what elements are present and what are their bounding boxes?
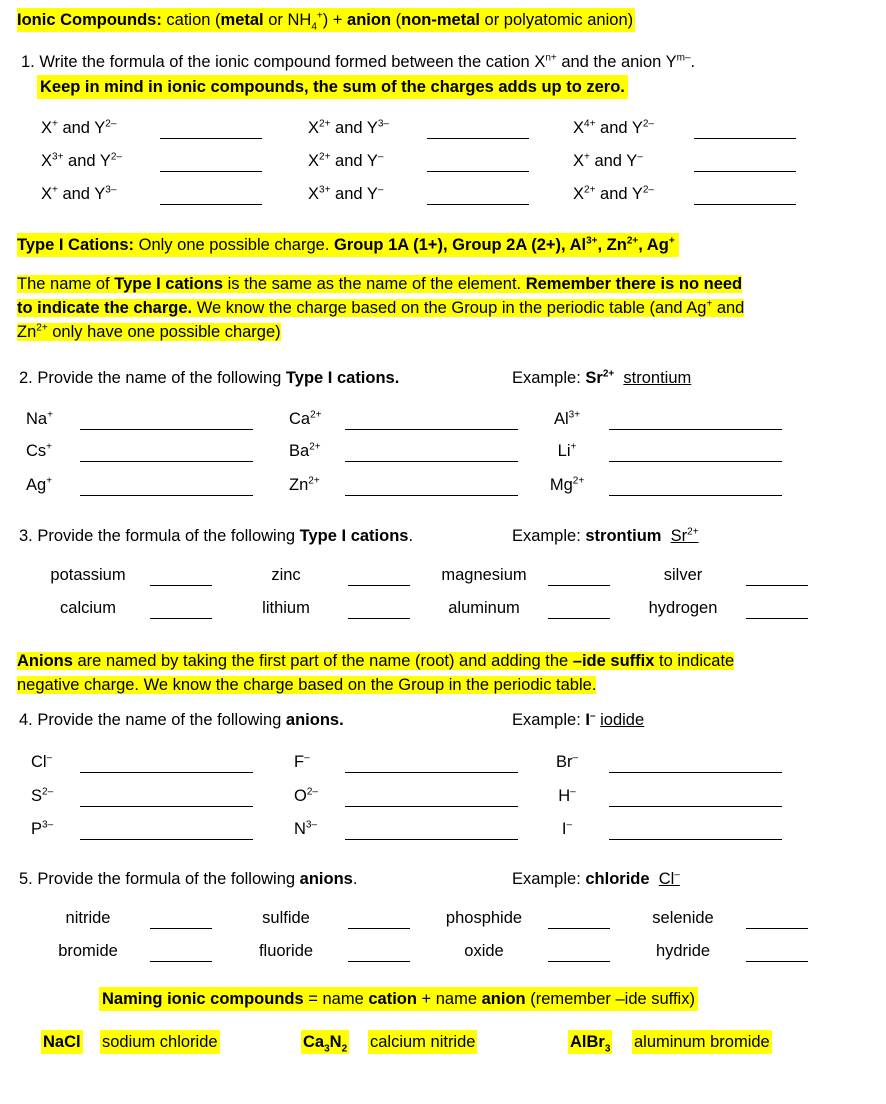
anion-charge: – — [377, 151, 384, 163]
ion-symbol: Na — [26, 410, 48, 428]
title-sup: + — [316, 10, 323, 22]
type1-sup: 3+ — [586, 235, 598, 247]
ion-charge: 2– — [42, 786, 54, 798]
type1-text: Only one possible charge. — [134, 236, 334, 254]
ion-charge: + — [46, 475, 53, 487]
para-sup: 2+ — [36, 322, 48, 334]
answer-blank[interactable] — [160, 204, 262, 205]
q4-ion — [31, 753, 52, 772]
example-ion: Cl — [658, 870, 675, 888]
type1-para-line — [17, 299, 744, 317]
answer-blank[interactable] — [345, 806, 518, 807]
ion-charge: 3– — [305, 819, 318, 831]
title-metal: metal — [220, 11, 264, 29]
q5-name: nitride — [65, 909, 111, 927]
answer-blank[interactable] — [694, 171, 796, 172]
ion-symbol: Ca — [289, 410, 311, 428]
cation-symbol: X — [308, 152, 320, 170]
q2-prompt-text: 2. Provide the name of the following — [19, 369, 286, 387]
example-name: strontium — [585, 527, 662, 545]
cation-symbol: X — [573, 185, 585, 203]
q4-prompt-bold: anions. — [285, 711, 344, 729]
answer-blank[interactable] — [348, 928, 410, 929]
ion-symbol: P — [31, 820, 43, 838]
q1-note: Keep in mind in ionic compounds, the sum of the charges adds up to zero. — [37, 75, 628, 99]
anion-charge: – — [377, 184, 384, 196]
example-answer: iodide — [600, 711, 645, 729]
type1-groups: Group 1A (1+), Group 2A (2+), Al — [334, 236, 587, 254]
q4-prompt — [19, 711, 344, 730]
example-label: Example: — [512, 527, 586, 545]
q5-name: selenide — [652, 909, 714, 927]
type1-ag: , Ag — [638, 236, 669, 254]
q2-ion — [26, 442, 52, 461]
and-word: and — [600, 185, 628, 203]
title-text: ( — [391, 11, 402, 29]
q1-item — [573, 152, 643, 171]
cation-charge: + — [52, 118, 58, 130]
q5-name: fluoride — [258, 942, 314, 960]
cation-symbol: X — [308, 119, 320, 137]
title-label: Ionic Compounds: — [17, 11, 162, 29]
ion-charge: 3– — [42, 819, 54, 831]
answer-blank[interactable] — [609, 429, 782, 430]
example-answer — [671, 527, 699, 545]
ion-charge: + — [47, 409, 53, 421]
q2-ion — [554, 410, 580, 429]
ion-symbol: Zn — [289, 476, 309, 494]
q5-prompt-text: 5. Provide the formula of the following — [19, 870, 300, 888]
ion-symbol: H — [558, 787, 571, 805]
ion-charge: 2– — [306, 786, 318, 798]
anion-symbol: Y — [631, 119, 643, 137]
ion-symbol: S — [31, 787, 43, 805]
naming-bold: Naming ionic compounds — [102, 990, 304, 1008]
q1-item — [308, 185, 383, 204]
q1-item — [308, 152, 383, 171]
para-text: We know the charge based on the Group in the periodic table (and Ag — [192, 299, 707, 317]
naming-bold: cation — [368, 990, 417, 1008]
ion-symbol: I — [561, 820, 567, 838]
ion-charge: – — [572, 752, 579, 764]
title-text: cation ( — [161, 11, 221, 29]
ion-charge: – — [570, 786, 576, 798]
ion-symbol: O — [294, 787, 307, 805]
cation-charge: + — [584, 151, 590, 163]
answer-blank[interactable] — [548, 961, 610, 962]
q2-ion — [289, 410, 322, 429]
ion-charge: – — [304, 752, 310, 764]
ion-symbol: Al — [553, 410, 569, 428]
answer-blank[interactable] — [348, 585, 410, 586]
q1-item — [41, 185, 116, 204]
answer-blank[interactable] — [150, 585, 212, 586]
q2-ion — [26, 410, 53, 429]
anions-line — [17, 652, 734, 670]
answer-blank[interactable] — [694, 138, 796, 139]
anion-charge: 2– — [105, 118, 117, 130]
example-name: chloride — [585, 870, 650, 888]
q3-prompt — [19, 527, 413, 546]
example-formula — [41, 1030, 83, 1054]
ion-charge: 2+ — [572, 475, 585, 487]
naming-bold: anion — [481, 990, 526, 1008]
answer-blank[interactable] — [80, 806, 253, 807]
ion-symbol: Cs — [26, 442, 47, 460]
answer-blank[interactable] — [548, 928, 610, 929]
ion-symbol: Li — [557, 442, 571, 460]
anion-symbol: Y — [366, 152, 378, 170]
title-text: or polyatomic anion) — [479, 11, 634, 29]
answer-blank[interactable] — [80, 772, 253, 773]
ion-charge: 2+ — [310, 409, 322, 421]
anions-text: are named by taking the first part of the name (root) and adding the — [72, 652, 573, 670]
answer-blank[interactable] — [80, 839, 253, 840]
anion-symbol: Y — [626, 152, 638, 170]
type1-para-line — [17, 275, 742, 293]
cation-symbol: X — [41, 185, 53, 203]
q1-item — [573, 185, 654, 204]
answer-blank[interactable] — [80, 495, 253, 496]
cation-charge: + — [52, 184, 58, 196]
ion-charge: + — [46, 441, 53, 453]
ion-charge: 2+ — [308, 475, 320, 487]
q4-ion — [294, 820, 317, 839]
anion-charge: 2– — [642, 184, 654, 196]
q1-sup: n+ — [545, 52, 557, 64]
example-compound-name: calcium nitride — [368, 1030, 477, 1054]
ion-symbol: Ag — [26, 476, 47, 494]
q3-prompt-text: . — [408, 527, 414, 545]
q4-prompt-text: 4. Provide the name of the following — [19, 711, 286, 729]
cation-symbol: X — [573, 152, 585, 170]
answer-blank[interactable] — [609, 772, 782, 773]
para-text: is the same as the name of the element. — [223, 275, 526, 293]
cation-charge: 3+ — [52, 151, 64, 163]
formula-part: NaCl — [43, 1033, 81, 1051]
q4-ion — [31, 787, 53, 806]
anion-symbol: Y — [99, 152, 111, 170]
answer-blank[interactable] — [150, 928, 212, 929]
answer-blank[interactable] — [345, 839, 518, 840]
answer-blank[interactable] — [150, 618, 212, 619]
page-title — [17, 8, 635, 32]
q1-prompt-text: . — [690, 53, 696, 71]
cation-symbol: X — [308, 185, 320, 203]
answer-blank[interactable] — [80, 429, 253, 430]
ion-charge: 2+ — [309, 441, 321, 453]
para-text: The name of — [17, 275, 115, 293]
ion-symbol: Br — [555, 753, 573, 771]
title-nonmetal: non-metal — [401, 11, 480, 29]
anion-charge: 3– — [105, 184, 117, 196]
example-label: Example: — [512, 870, 586, 888]
answer-blank[interactable] — [427, 204, 529, 205]
q3-prompt-bold: Type I cations — [299, 527, 409, 545]
cation-charge: 2+ — [584, 184, 596, 196]
q3-name: aluminum — [448, 599, 520, 617]
naming-text: = name — [303, 990, 369, 1008]
answer-blank[interactable] — [746, 618, 808, 619]
example-sup: – — [674, 869, 680, 881]
example-answer — [659, 870, 680, 888]
answer-blank[interactable] — [548, 585, 610, 586]
answer-blank[interactable] — [609, 806, 782, 807]
and-word: and — [335, 152, 363, 170]
para-text: only have one possible charge) — [47, 323, 281, 341]
q1-item — [41, 152, 122, 171]
ion-symbol: N — [294, 820, 306, 838]
q1-prompt-text: and the anion Y — [556, 53, 677, 71]
title-sub: 4 — [311, 21, 317, 33]
q3-name: lithium — [262, 599, 310, 617]
anion-charge: 2– — [642, 118, 654, 130]
q5-name: oxide — [464, 942, 504, 960]
type1-paragraph — [17, 272, 847, 344]
q5-example — [512, 870, 680, 889]
and-word: and — [600, 119, 628, 137]
para-text: and — [712, 299, 745, 317]
anions-paragraph — [17, 649, 847, 697]
answer-blank[interactable] — [150, 961, 212, 962]
title-text: or NH — [263, 11, 312, 29]
type1-para-line — [17, 323, 281, 341]
answer-blank[interactable] — [609, 495, 782, 496]
answer-blank[interactable] — [746, 961, 808, 962]
naming-rule — [99, 987, 698, 1011]
q4-ion — [31, 820, 53, 839]
example-label: Example: — [512, 711, 586, 729]
cation-symbol: X — [573, 119, 585, 137]
answer-blank[interactable] — [746, 928, 808, 929]
formula-sub: 2 — [341, 1043, 348, 1055]
q5-name: bromide — [58, 942, 118, 960]
q4-example — [512, 711, 644, 730]
answer-blank[interactable] — [427, 138, 529, 139]
answer-blank[interactable] — [348, 961, 410, 962]
q2-ion — [289, 442, 321, 461]
para-text: Zn — [17, 323, 37, 341]
and-word: and — [68, 152, 96, 170]
answer-blank[interactable] — [548, 618, 610, 619]
ion-symbol: Cl — [31, 753, 47, 771]
q5-name: phosphide — [445, 909, 523, 927]
para-bold: Type I cations — [114, 275, 224, 293]
answer-blank[interactable] — [427, 171, 529, 172]
example-formula — [301, 1030, 349, 1054]
answer-blank[interactable] — [345, 461, 518, 462]
anions-bold: Anions — [17, 652, 73, 670]
example-answer: strontium — [623, 369, 692, 387]
example-formula — [568, 1030, 612, 1054]
para-sup: + — [706, 298, 713, 310]
formula-sub: 3 — [324, 1043, 330, 1055]
answer-blank[interactable] — [345, 495, 518, 496]
ion-symbol: Ba — [289, 442, 310, 460]
formula-sub: 3 — [604, 1043, 611, 1055]
anion-charge: 3– — [377, 118, 389, 130]
q2-ion — [289, 476, 320, 495]
q3-name: hydrogen — [648, 599, 718, 617]
ion-symbol: F — [294, 753, 305, 771]
q3-example — [512, 527, 699, 546]
q3-name: potassium — [50, 566, 126, 584]
cation-charge: 4+ — [584, 118, 596, 130]
type1-sup: + — [668, 235, 675, 247]
q4-ion — [562, 820, 572, 839]
example-compound-name: aluminum bromide — [632, 1030, 772, 1054]
example-sup: 2+ — [687, 526, 699, 538]
naming-text: + name — [416, 990, 482, 1008]
q4-ion — [294, 753, 310, 772]
q2-ion — [26, 476, 52, 495]
type1-heading — [17, 233, 679, 257]
q2-prompt-bold: Type I cations. — [285, 369, 400, 387]
ion-charge: – — [46, 752, 53, 764]
q5-prompt-text: . — [352, 870, 358, 888]
answer-blank[interactable] — [345, 772, 518, 773]
answer-blank[interactable] — [694, 204, 796, 205]
anion-charge: – — [637, 151, 643, 163]
anion-symbol: Y — [94, 119, 106, 137]
answer-blank[interactable] — [746, 585, 808, 586]
title-anion: anion — [347, 11, 392, 29]
cation-symbol: X — [41, 119, 53, 137]
q2-ion — [558, 442, 577, 461]
title-text: ) + — [322, 11, 348, 29]
anion-symbol: Y — [631, 185, 643, 203]
answer-blank[interactable] — [80, 461, 253, 462]
answer-blank[interactable] — [348, 618, 410, 619]
answer-blank[interactable] — [609, 461, 782, 462]
anions-bold: –ide suffix — [572, 652, 655, 670]
q2-prompt — [19, 369, 399, 388]
anions-text: to indicate — [654, 652, 735, 670]
answer-blank[interactable] — [345, 429, 518, 430]
anion-symbol: Y — [366, 119, 378, 137]
formula-part: AlBr — [570, 1033, 605, 1051]
q3-name: silver — [663, 566, 703, 584]
q1-prompt — [21, 53, 695, 72]
example-ion: I — [585, 711, 590, 729]
para-bold: to indicate the charge. — [17, 299, 193, 317]
anion-charge: 2– — [110, 151, 122, 163]
q4-ion — [294, 787, 318, 806]
example-compound-name: sodium chloride — [100, 1030, 220, 1054]
ion-charge: + — [570, 441, 577, 453]
ion-symbol: Mg — [549, 476, 573, 494]
answer-blank[interactable] — [160, 171, 262, 172]
q2-example — [512, 369, 691, 388]
cation-charge: 3+ — [319, 184, 331, 196]
anion-symbol: Y — [94, 185, 106, 203]
answer-blank[interactable] — [609, 839, 782, 840]
type1-sup: 2+ — [626, 235, 639, 247]
example-sup: 2+ — [602, 368, 615, 380]
cation-charge: 2+ — [319, 118, 331, 130]
q3-name: magnesium — [441, 566, 527, 584]
q1-item — [573, 119, 654, 138]
anions-line: negative charge. We know the charge based on the Group in the periodic table. — [17, 676, 597, 694]
cation-symbol: X — [41, 152, 53, 170]
formula-part: N — [329, 1033, 342, 1051]
and-word: and — [62, 185, 90, 203]
q4-ion — [558, 787, 575, 806]
and-word: and — [594, 152, 622, 170]
example-label: Example: — [512, 369, 586, 387]
example-ion: Sr — [585, 369, 603, 387]
q1-sup: m– — [676, 52, 691, 64]
q5-name: hydride — [655, 942, 711, 960]
q5-prompt — [19, 870, 357, 889]
ion-charge: – — [566, 819, 573, 831]
example-ion: Sr — [670, 527, 688, 545]
q5-name: sulfide — [262, 909, 310, 927]
naming-text: (remember –ide suffix) — [525, 990, 695, 1008]
q3-name: calcium — [60, 599, 116, 617]
para-bold: Remember there is no need — [525, 275, 743, 293]
q1-item — [308, 119, 389, 138]
q3-name: zinc — [271, 566, 301, 584]
and-word: and — [335, 119, 363, 137]
and-word: and — [62, 119, 90, 137]
q1-prompt-text: 1. Write the formula of the ionic compound formed between the cation X — [21, 53, 546, 71]
cation-charge: 2+ — [319, 151, 331, 163]
ion-charge: 3+ — [568, 409, 581, 421]
q1-item — [41, 119, 116, 138]
answer-blank[interactable] — [160, 138, 262, 139]
and-word: and — [335, 185, 363, 203]
q4-ion — [556, 753, 578, 772]
type1-label: Type I Cations: — [17, 236, 135, 254]
q3-prompt-text: 3. Provide the formula of the following — [19, 527, 300, 545]
type1-zn: , Zn — [597, 236, 627, 254]
q5-prompt-bold: anions — [299, 870, 353, 888]
formula-part: Ca — [303, 1033, 325, 1051]
example-sup: – — [589, 710, 596, 722]
anion-symbol: Y — [366, 185, 378, 203]
q2-ion — [550, 476, 584, 495]
